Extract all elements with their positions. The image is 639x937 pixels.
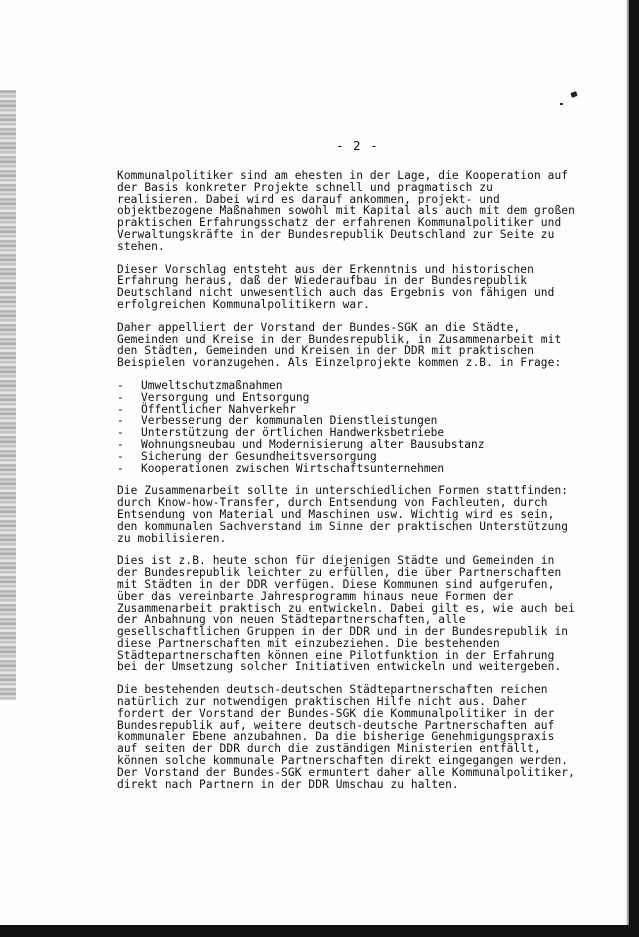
list-item-text: Verbesserung der kommunalen Dienstleistungen: [141, 414, 438, 428]
paragraph: [117, 322, 617, 369]
text-line: der Bundesrepublik leichter zu erfüllen, die über Partnerschaften: [117, 566, 562, 580]
text-line: Städtepartnerschaften können eine Pilotfunktion in der Erfahrung: [117, 648, 555, 662]
page-number: - 2 -: [336, 138, 379, 153]
text-line: durch Know-how-Transfer, durch Entsendung von Fachleuten, durch: [117, 496, 548, 510]
scan-speck-dot: [560, 103, 563, 105]
scan-speck-mark: [570, 91, 577, 98]
text-line: Verwaltungskräfte in der Bundesrepublik Deutschland zur Seite zu: [117, 227, 555, 241]
paragraphs-after-list: [117, 485, 617, 790]
list-item-text: Versorgung und Entsorgung: [141, 390, 310, 404]
text-line: objektbezogene Maßnahmen sowohl mit Kapital als auch mit dem großen: [117, 204, 575, 218]
project-list: [117, 380, 617, 474]
scan-right-edge: [629, 0, 639, 937]
text-line: diese Partnerschaften mit einzubeziehen. Die bestehenden: [117, 636, 500, 650]
list-item-text: Kooperationen zwischen Wirtschaftsunternehmen: [141, 461, 445, 475]
text-line: auf seiten der DDR durch die zuständigen Ministerien entfällt,: [117, 742, 541, 756]
text-line: realisieren. Dabei wird es darauf ankommen, projekt- und: [117, 192, 500, 206]
paragraph: [117, 170, 617, 253]
document-body: [117, 170, 617, 801]
paragraph: [117, 555, 617, 673]
list-item: [117, 463, 617, 475]
text-line: den kommunalen Sachverstand im Sinne der praktischen Unterstützung: [117, 519, 569, 533]
list-dash-marker: -: [117, 449, 124, 463]
text-line: Dieser Vorschlag entsteht aus der Erkenntnis und historischen: [117, 262, 534, 276]
list-item-text: Wohnungsneubau und Modernisierung alter Bausubstanz: [141, 437, 485, 451]
text-line: der Anbahnung von neuen Städtepartnerschaften, alle: [117, 613, 466, 627]
paragraph: [117, 485, 617, 544]
text-line: direkt nach Partnern in der DDR Umschau zu halten.: [117, 777, 459, 791]
text-line: kommunaler Ebene anzubahnen. Da die bisherige Genehmigungspraxis: [117, 730, 555, 744]
paragraph: [117, 684, 617, 790]
text-line: Daher appelliert der Vorstand der Bundes-SGK an die Städte,: [117, 320, 521, 334]
text-line: über das vereinbarte Jahresprogramm hinaus neue Formen der: [117, 589, 514, 603]
text-line: stehen.: [117, 239, 165, 253]
text-line: den Städten, Gemeinden und Kreisen in der DDR mit praktischen: [117, 344, 534, 358]
text-line: Deutschland nicht unwesentlich auch das Ergebnis von fähigen und: [117, 286, 555, 300]
text-line: Zusammenarbeit praktisch zu entwickeln. Dabei gilt es, wie auch bei: [117, 601, 575, 615]
list-dash-marker: -: [117, 426, 124, 440]
text-line: Beispielen voranzugehen. Als Einzelprojekte kommen z.B. in Frage:: [117, 356, 562, 370]
text-line: der Basis konkreter Projekte schnell und pragmatisch zu: [117, 180, 493, 194]
text-line: Die bestehenden deutsch-deutschen Städtepartnerschaften reichen: [117, 683, 548, 697]
list-dash-marker: -: [117, 437, 124, 451]
scan-bottom-edge: [0, 925, 639, 937]
scan-left-edge: [0, 90, 16, 700]
text-line: erfolgreichen Kommunalpolitikern war.: [117, 297, 370, 311]
list-item-text: Sicherung der Gesundheitsversorgung: [141, 449, 377, 463]
text-line: natürlich zur notwendigen praktischen Hilfe nicht aus. Daher: [117, 695, 528, 709]
text-line: können solche kommunale Partnerschaften direkt eingegangen werden.: [117, 754, 569, 768]
text-line: fordert der Vorstand der Bundes-SGK die Kommunalpolitiker in der: [117, 706, 555, 720]
text-line: Dies ist z.B. heute schon für diejenigen Städte und Gemeinden in: [117, 554, 555, 568]
text-line: praktischen Erfahrungsschatz der erfahrenen Kommunalpolitiker und: [117, 216, 562, 230]
text-line: Entsendung von Material und Maschinen usw. Wichtig wird es sein,: [117, 507, 555, 521]
paragraphs-before-list: [117, 170, 617, 369]
list-item-text: Unterstützung der örtlichen Handwerksbetriebe: [141, 426, 445, 440]
list-dash-marker: -: [117, 378, 124, 392]
list-dash-marker: -: [117, 414, 124, 428]
list-dash-marker: -: [117, 461, 124, 475]
text-line: bei der Umsetzung solcher Initiativen entwickeln und weitergeben.: [117, 660, 562, 674]
text-line: Der Vorstand der Bundes-SGK ermuntert daher alle Kommunalpolitiker,: [117, 765, 575, 779]
list-item-text: Öffentlicher Nahverkehr: [141, 402, 296, 416]
text-line: zu mobilisieren.: [117, 531, 227, 545]
text-line: Die Zusammenarbeit sollte in unterschiedlichen Formen stattfinden:: [117, 484, 569, 498]
text-line: Gemeinden und Kreise in der Bundesrepublik, in Zusammenarbeit mit: [117, 332, 562, 346]
text-line: Kommunalpolitiker sind am ehesten in der Lage, die Kooperation auf: [117, 169, 569, 182]
text-line: mit Städten in der DDR verfügen. Diese Kommunen sind aufgerufen,: [117, 577, 555, 591]
text-line: Erfahrung heraus, daß der Wiederaufbau in der Bundesrepublik: [117, 274, 528, 288]
paragraph: [117, 264, 617, 311]
list-item-text: Umweltschutzmaßnahmen: [141, 378, 283, 392]
text-line: gesellschaftlichen Gruppen in der DDR und in der Bundesrepublik in: [117, 625, 569, 639]
list-dash-marker: -: [117, 402, 124, 416]
list-dash-marker: -: [117, 390, 124, 404]
text-line: Bundesrepublik auf, weitere deutsch-deutsche Partnerschaften auf: [117, 718, 555, 732]
